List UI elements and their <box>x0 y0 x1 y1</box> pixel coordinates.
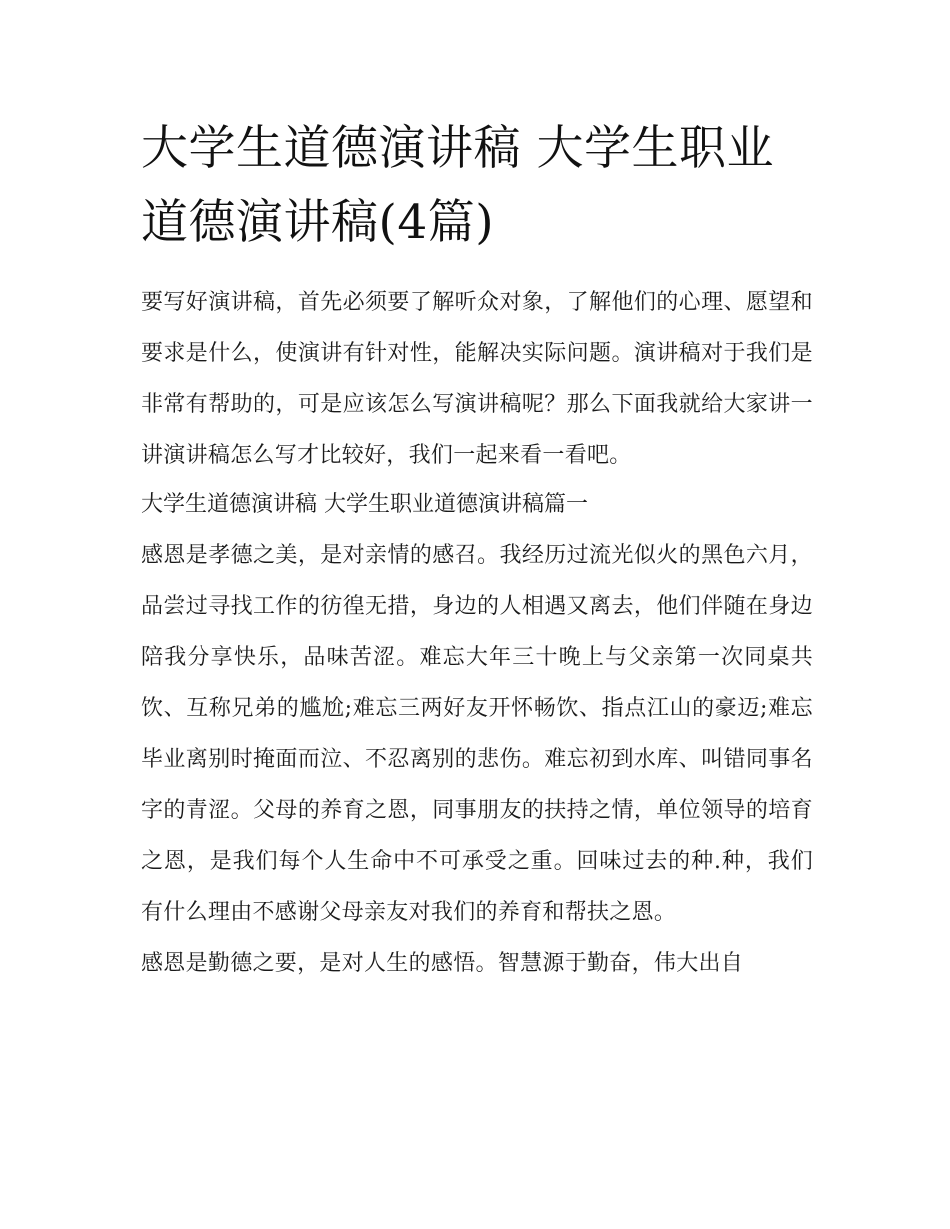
document-title: 大学生道德演讲稿 大学生职业道德演讲稿(4篇) <box>141 121 774 250</box>
document-body <box>141 277 813 989</box>
body-paragraph-2: 感恩是勤德之要，是对人生的感悟。智慧源于勤奋，伟大出自 <box>141 951 744 976</box>
body-paragraph-1: 感恩是孝德之美，是对亲情的感召。我经历过流光似火的黑色六月，品尝过寻找工作的彷徨无措，身边的人相遇又离去，他们伴随在身边陪我分享快乐，品味苦涩。难忘大年三十晚上与父亲第一次同桌共饮、互称兄弟的尴尬;难忘三两好友开怀畅饮、指点江山的豪迈;难忘毕业离别时掩面而泣、不忍离别的悲伤。难忘初到水库、叫错同事名字的青涩。父母的养育之恩，同事朋友的扶持之情，单位领导的培育之恩，是我们每个人生命中不可承受之重。回味过去的种.种，我们有什么理由不感谢父母亲友对我们的养育和帮扶之恩。 <box>141 543 813 925</box>
intro-paragraph: 要写好演讲稿，首先必须要了解听众对象，了解他们的心理、愿望和要求是什么，使演讲有针对性，能解决实际问题。演讲稿对于我们是非常有帮助的，可是应该怎么写演讲稿呢？那么下面我就给大家讲一讲演讲稿怎么写才比较好，我们一起来看一看吧。 <box>141 290 813 468</box>
section-heading: 大学生道德演讲稿 大学生职业道德演讲稿篇一 <box>141 492 588 517</box>
